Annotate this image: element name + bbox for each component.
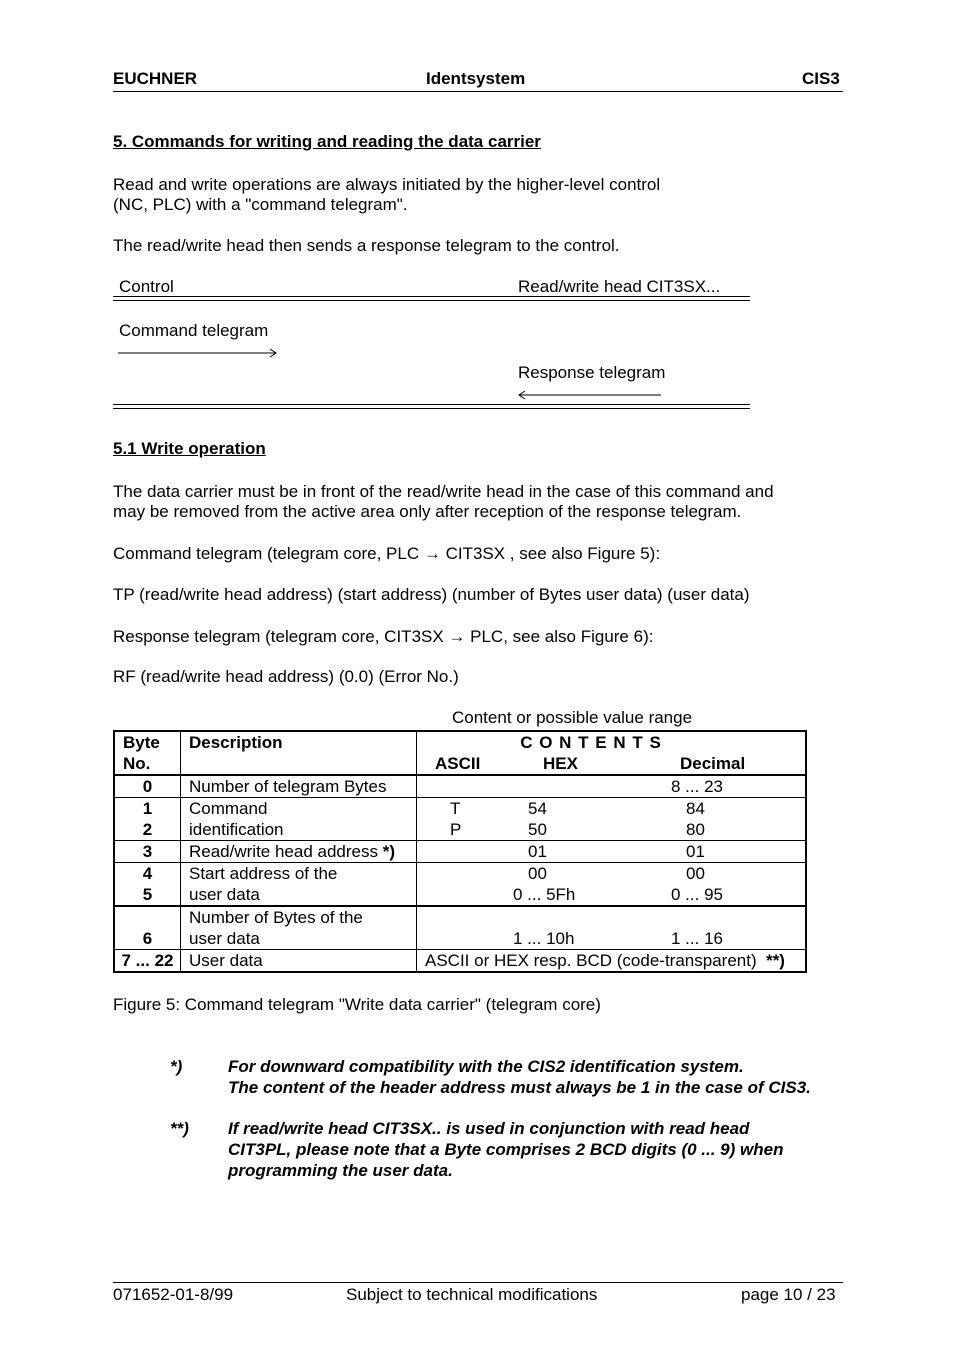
row-hex: 00 [528, 864, 547, 883]
diagram-top-rule [113, 296, 750, 301]
row-hex: 0 ... 5Fh [513, 885, 576, 904]
row-byte: 7 ... 22 [114, 950, 181, 973]
section-title: 5. Commands for writing and reading the data carrier [113, 132, 541, 151]
note-mark: **) [170, 1119, 189, 1138]
header-rule [113, 91, 843, 92]
header-byte-2: No. [123, 754, 151, 773]
diagram-command-label: Command telegram [119, 321, 269, 340]
table-caption: Content or possible value range [452, 708, 693, 727]
header-right: CIS3 [802, 69, 840, 88]
paragraph-line: may be removed from the active area only after reception of the response telegram. [113, 502, 742, 521]
paragraph: The read/write head then sends a response telegram to the control. [113, 236, 620, 255]
row-description: identification [189, 820, 284, 839]
paragraph-line: (NC, PLC) with a "command telegram". [113, 195, 408, 214]
row-byte: 3 [114, 841, 181, 863]
row-hex: 01 [528, 842, 547, 861]
table-row [114, 841, 806, 863]
header-description: Description [181, 731, 417, 775]
row-description: user data [189, 929, 260, 948]
row-byte: 5 [142, 885, 153, 904]
row-ascii: T [450, 799, 461, 818]
response-format: RF (read/write head address) (0.0) (Error No.) [113, 667, 459, 686]
row-byte: 4 [142, 864, 153, 883]
command-telegram-line: Command telegram (telegram core, PLC → CIT3SX , see also Figure 5): [113, 544, 661, 563]
figure-caption: Figure 5: Command telegram "Write data carrier" (telegram core) [113, 995, 601, 1014]
row-hex: 50 [528, 820, 547, 839]
diagram-control-label: Control [119, 277, 174, 296]
note-line: For downward compatibility with the CIS2 identification system. [228, 1057, 744, 1076]
row-decimal: 84 [686, 799, 705, 818]
row-decimal: 01 [686, 842, 705, 861]
header-contents [417, 731, 807, 775]
header-hex: HEX [543, 754, 578, 773]
table-header-row [114, 731, 806, 775]
row-description: user data [189, 885, 260, 904]
arrow-left-icon [517, 389, 663, 401]
row-byte: 0 [114, 775, 181, 798]
header-byte-1: Byte [123, 733, 160, 752]
row-decimal: 80 [686, 820, 705, 839]
table-row [114, 775, 806, 798]
paragraph-line: The data carrier must be in front of the read/write head in the case of this command and [113, 482, 774, 501]
diagram-head-label: Read/write head CIT3SX... [518, 277, 721, 296]
diagram-bottom-rule [113, 404, 750, 409]
note-line: If read/write head CIT3SX.. is used in conjunction with read head [228, 1119, 750, 1138]
table-row [114, 798, 806, 841]
diagram-response-label: Response telegram [518, 363, 666, 382]
header-center: Identsystem [426, 69, 526, 88]
header-decimal: Decimal [680, 754, 746, 773]
footer-left: 071652-01-8/99 [113, 1285, 234, 1304]
row-byte: 2 [142, 820, 153, 839]
row-byte: 1 [142, 799, 153, 818]
row-description: Start address of the [189, 864, 338, 883]
row-hex: 1 ... 10h [513, 929, 575, 948]
row-description: Number of telegram Bytes [181, 775, 417, 798]
table-row [114, 863, 806, 907]
row-description: Command [189, 799, 268, 818]
row-decimal: 8 ... 23 [671, 777, 723, 796]
footnote-mark: **) [766, 951, 785, 970]
footnote-mark: *) [382, 842, 396, 861]
command-table [113, 730, 807, 973]
note-line: CIT3PL, please note that a Byte comprises 2 BCD digits (0 ... 9) when [228, 1140, 784, 1159]
table-row [114, 950, 806, 973]
page-number: page 10 / 23 [741, 1285, 836, 1304]
row-description: Number of Bytes of the [189, 908, 363, 927]
note-mark: *) [170, 1057, 183, 1076]
row-hex: 54 [528, 799, 547, 818]
command-format: TP (read/write head address) (start address) (number of Bytes user data) (user data) [113, 585, 750, 604]
subsection-title: 5.1 Write operation [113, 439, 266, 458]
note-line: programming the user data. [228, 1161, 453, 1180]
header-ascii: ASCII [435, 754, 481, 773]
note-line: The content of the header address must always be 1 in the case of CIS3. [228, 1078, 811, 1097]
response-telegram-line: Response telegram (telegram core, CIT3SX → PLC, see also Figure 6): [113, 627, 654, 646]
header-byte [114, 731, 181, 775]
row-decimal: 1 ... 16 [671, 929, 723, 948]
row-decimal: 0 ... 95 [671, 885, 723, 904]
row-byte [119, 907, 176, 928]
table-row [114, 906, 806, 950]
row-description: User data [181, 950, 417, 973]
row-ascii: P [450, 820, 462, 839]
paragraph-line: Read and write operations are always initiated by the higher-level control [113, 175, 661, 194]
footer-center: Subject to technical modifications [346, 1285, 598, 1304]
row-byte: 6 [142, 929, 153, 948]
footer-rule [113, 1282, 843, 1283]
header-left: EUCHNER [113, 69, 198, 88]
row-decimal: 00 [686, 864, 705, 883]
row-description: Read/write head address [189, 842, 379, 861]
row-content: ASCII or HEX resp. BCD (code-transparent) [425, 951, 757, 970]
header-contents-title: C O N T E N T S [520, 733, 662, 752]
arrow-right-icon [118, 347, 280, 359]
